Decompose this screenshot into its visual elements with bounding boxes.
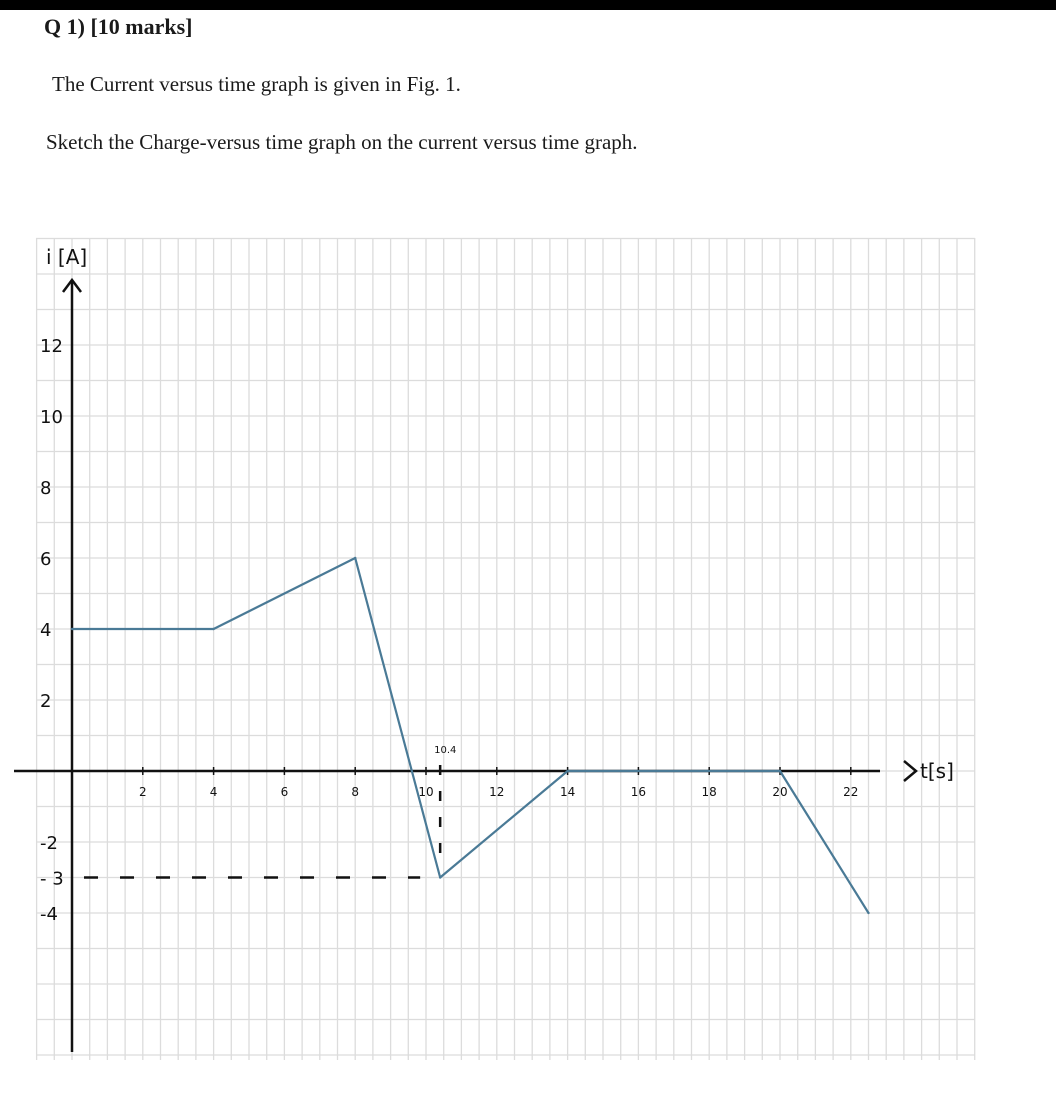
- data-point: [867, 912, 869, 914]
- y-axis-label: i [A]: [46, 245, 88, 269]
- x-tick-label: 16: [630, 785, 647, 799]
- data-point: [354, 557, 356, 559]
- chart-grid: [36, 238, 975, 1060]
- x-tick-label: 12: [489, 785, 505, 799]
- chart-tick-labels: [40, 336, 858, 925]
- x-tick-label: 8: [351, 785, 360, 799]
- annotation-label: 10.4: [434, 745, 457, 756]
- y-tick-label: 8: [40, 478, 52, 499]
- x-tick-label: 22: [843, 785, 859, 799]
- x-tick-label: 4: [209, 785, 218, 799]
- data-point: [212, 628, 214, 630]
- question-text-1: The Current versus time graph is given in Fig. 1.: [52, 72, 461, 96]
- data-point: [566, 770, 568, 772]
- y-tick-label: 12: [40, 336, 63, 357]
- data-point: [71, 628, 73, 630]
- x-tick-label: 14: [559, 785, 576, 799]
- chart-guides: [84, 765, 440, 878]
- x-tick-label: 18: [701, 785, 717, 799]
- question-text-2: Sketch the Charge-versus time graph on the current versus time graph.: [46, 130, 638, 154]
- x-tick-label: 10: [418, 785, 434, 799]
- y-tick-label: 4: [40, 620, 52, 641]
- x-tick-label: 6: [280, 785, 289, 799]
- data-point: [779, 770, 781, 772]
- x-axis-label: t[s]: [920, 759, 954, 783]
- y-tick-label: -2: [40, 833, 58, 854]
- data-point: [439, 876, 441, 878]
- chart-axes: [14, 280, 916, 1052]
- y-tick-label: 10: [40, 407, 63, 428]
- y-tick-label: 2: [40, 691, 52, 712]
- question-title: Q 1) [10 marks]: [44, 14, 193, 39]
- y-tick-label: 6: [40, 549, 52, 570]
- y-tick-label: - 3: [40, 868, 64, 890]
- x-tick-label: 20: [772, 785, 788, 799]
- y-tick-label: -4: [40, 904, 58, 925]
- x-tick-label: 2: [138, 785, 147, 799]
